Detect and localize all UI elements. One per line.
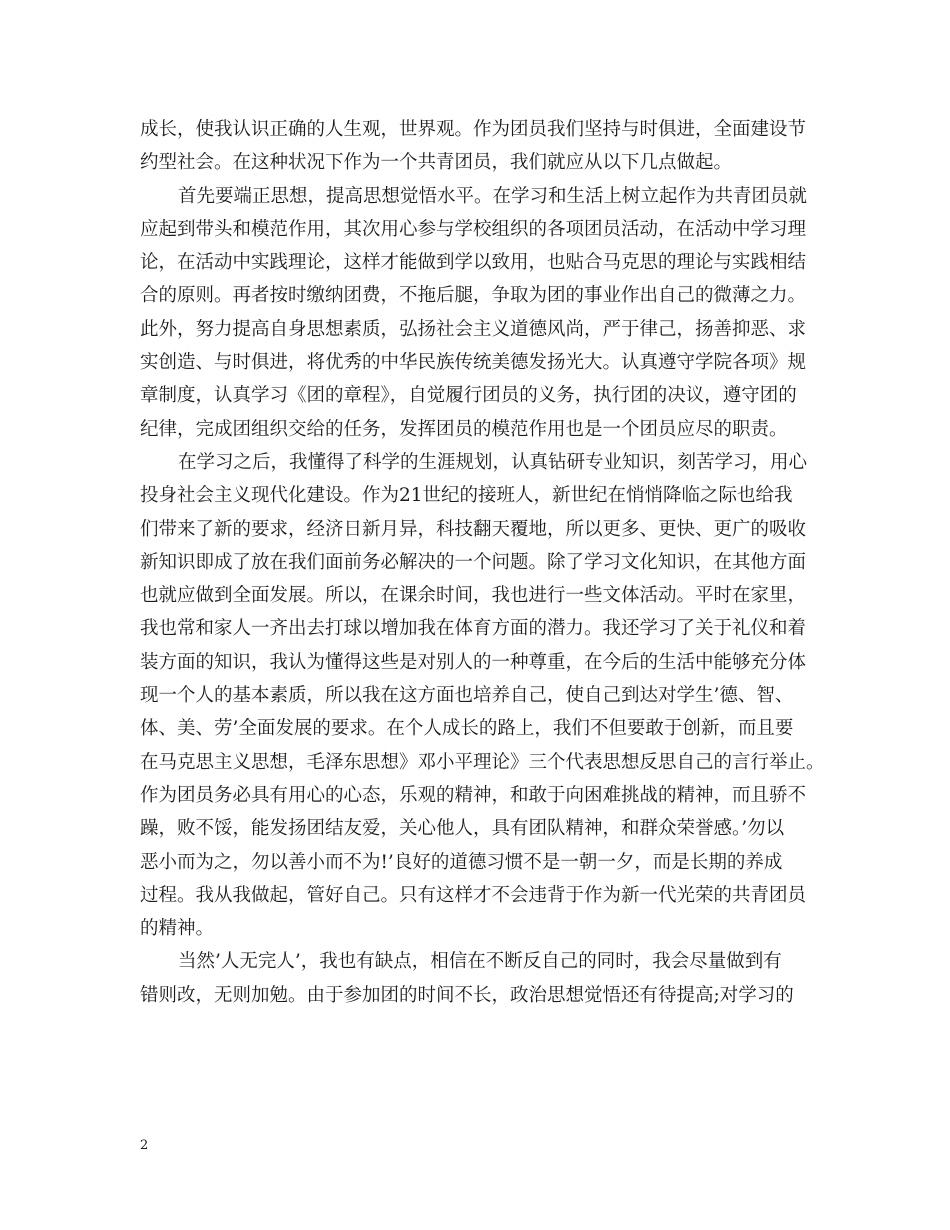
text-line: 现一个人的基本素质，所以我在这方面也培养自己，使自己到达对学生’德、智、: [140, 685, 794, 707]
text-line: 实创造、与时俱进，将优秀的中华民族传统美德发扬光大。认真遵守学院各项》规: [140, 352, 807, 374]
text-line: 的精神。: [140, 918, 215, 940]
text-line: 们带来了新的要求，经济日新月异，科技翻天覆地，所以更多、更快、更广的吸收: [140, 518, 807, 540]
text-line: 当然’人无完人’，我也有缺点，相信在不断反自己的同时，我会尽量做到有: [178, 951, 782, 973]
text-line: 也就应做到全面发展。所以，在课余时间，我也进行一些文体活动。平时在家里，: [140, 585, 807, 607]
text-line: 在学习之后，我懂得了科学的生涯规划，认真钻研专业知识，刻苦学习，用心: [178, 451, 808, 473]
text-line: 投身社会主义现代化建设。作为21世纪的接班人，新世纪在悄悄降临之际也给我: [140, 485, 793, 507]
text-line: 躁，败不馁，能发扬团结友爱，关心他人，具有团队精神，和群众荣誉感。’勿以: [140, 818, 785, 840]
text-line: 应起到带头和模范作用，其次用心参与学校组织的各项团员活动，在活动中学习理: [140, 218, 807, 240]
text-line: 新知识即成了放在我们面前务必解决的一个问题。除了学习文化知识，在其他方面: [140, 551, 807, 573]
paragraph: [140, 446, 830, 945]
text-line: 合的原则。再者按时缴纳团费，不拖后腿，争取为团的事业作出自己的微薄之力。: [140, 285, 807, 307]
text-line: 此外，努力提高自身思想素质，弘扬社会主义道德风尚，严于律己，扬善抑恶、求: [140, 318, 807, 340]
text-line: 纪律，完成团组织交给的任务，发挥团员的模范作用也是一个团员应尽的职责。: [140, 418, 788, 440]
text-line: 约型社会。在这种状况下作为一个共青团员，我们就应从以下几点做起。: [140, 152, 733, 174]
paragraph: [140, 180, 830, 446]
text-line: 在马克思主义思想，毛泽东思想》邓小平理论》三个代表思想反思自己的言行举止。: [140, 751, 825, 773]
text-line: 错则改，无则加勉。由于参加团的时间不长，政治思想觉悟还有待提高;对学习的: [140, 984, 794, 1006]
document-body: [140, 113, 830, 1012]
text-line: 成长，使我认识正确的人生观，世界观。作为团员我们坚持与时俱进，全面建设节: [140, 119, 807, 140]
text-line: 首先要端正思想，提高思想觉悟水平。在学习和生活上树立起作为共青团员就: [178, 185, 808, 207]
text-line: 体、美、劳’全面发展的要求。在个人成长的路上，我们不但要敢于创新，而且要: [140, 718, 794, 740]
text-line: 作为团员务必具有用心的心态，乐观的精神，和敢于向困难挑战的精神，而且骄不: [140, 784, 807, 806]
paragraph: [140, 945, 830, 1012]
text-line: 我也常和家人一齐出去打球以增加我在体育方面的潜力。我还学习了关于礼仪和着: [140, 618, 807, 640]
text-line: 论，在活动中实践理论，这样才能做到学以致用，也贴合马克思的理论与实践相结: [140, 252, 807, 274]
text-line: 章制度，认真学习《团的章程》，自觉履行团员的义务，执行团的决议，遵守团的: [140, 385, 797, 407]
page-number: 2: [140, 1138, 149, 1153]
paragraph: [140, 113, 830, 180]
text-line: 装方面的知识，我认为懂得这些是对别人的一种尊重，在今后的生活中能够充分体: [140, 651, 807, 673]
text-line: 恶小而为之，勿以善小而不为!’良好的道德习惯不是一朝一夕，而是长期的养成: [140, 851, 783, 873]
text-line: 过程。我从我做起，管好自己。只有这样才不会违背于作为新一代光荣的共青团员: [140, 884, 807, 906]
